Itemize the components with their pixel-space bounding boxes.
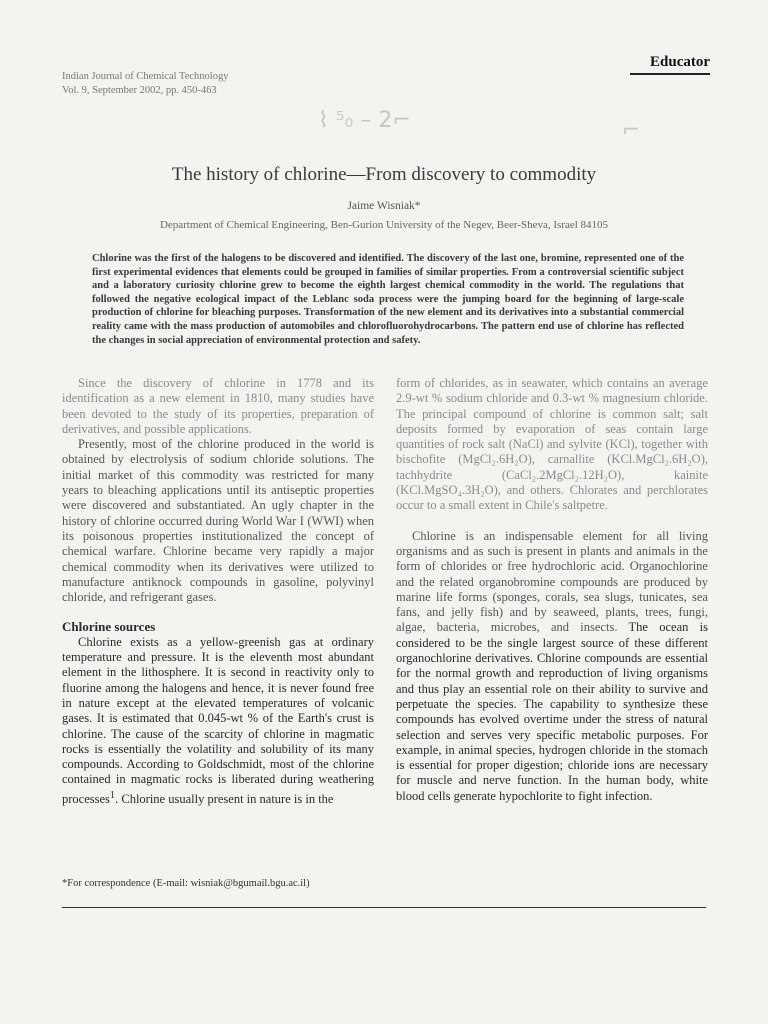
body-paragraph — [62, 635, 374, 807]
journal-citation — [62, 70, 228, 98]
journal-volume: Vol. 9, September 2002, pp. 450-463 — [62, 85, 217, 96]
author-affiliation: Department of Chemical Engineering, Ben-Gurion University of the Negev, Beer-Sheva, Israel 84105 — [159, 219, 609, 231]
body-paragraph: Presently, most of the chlorine produced in the world is obtained by electrolysis of sodium chloride solutions. The initial market of this commodity was restricted for many years to bleaching applications until its antiseptic properties were discovered and substantiated. An ugly chapter in the history of chlorine occurred during World War I (WWI) when its poisonous properties institutionalized the concept of chemical warfare. Chlorine became very rapidly a major chemical commodity when its derivatives were utilized to manufacture antiknock compounds in gasoline, polyvinyl chloride, and refrigerant gases. — [62, 437, 374, 605]
article-title: The history of chlorine—From discovery to commodity — [171, 164, 597, 185]
handwritten-mark: ⌐ — [622, 118, 641, 143]
section-heading: Chlorine sources — [62, 619, 156, 635]
body-text: . Chlorine usually present in nature is in the — [115, 791, 334, 806]
reference-marker: 1 — [109, 789, 116, 801]
body-paragraph — [396, 529, 708, 804]
body-text: The ocean is considered to be the single largest source of these different organochlorine derivatives. Chlorine compounds are essential for the normal growth and reproduction of living organisms and thus play an essential role on their ability to survive and perpetuate the species. The capability to synthesize these compounds has evolved overtime under the stress of natural selection and serves very specific metabolic purposes. For example, in animal species, hydrogen chloride in the stomach is essential for proper digestion; chloride ions are necessary for muscle and nerve function. In the human body, white blood cells generate hypochlorite to fight infection. — [396, 620, 708, 803]
bottom-rule — [62, 907, 706, 908]
body-paragraph: form of chlorides, as in seawater, which contains an average 2.9-wt % sodium chloride and 0.3-wt % magnesium chloride. The principal compound of chlorine is common salt; salt deposits formed by evaporation of seas contain large quantities of rock salt (NaCl) and sylvite (KCl), together with bischofite (MgCl₂.6H₂O), carnallite (KCl.MgCl₂.6H₂O), tachhydrite (CaCl₂.2MgCl₂.12H₂O), kainite (KCl.MgSO₄.3H₂O), and others. Chlorates and perchlorates occur to a small extent in Chile's saltpetre. — [396, 376, 708, 513]
abstract: Chlorine was the first of the halogens to be discovered and identified. The discovery of the last one, bromine, represented one of the first experimental evidences that elements could be grouped in families of similar properties. From a controversial scientific subject and a laboratory curiosity chlorine grew to become the eighth largest chemical commodity in the world. The regulations that followed the negative ecological impact of the Leblanc soda process were the jumping board for the beginning of large-scale production of chlorine for bleaching purposes. Transformation of the new element and its derivatives into a substantial commercial reality came with the mass production of automobiles and chlorofluorohydrocarbons. The pattern end use of chlorine has reflected the changes in social appreciation of environmental protection and safety. — [92, 253, 684, 346]
left-column — [62, 376, 374, 807]
section-rule — [630, 73, 710, 75]
correspondence-footnote: *For correspondence (E-mail: wisniak@bgumail.bgu.ac.il) — [62, 878, 310, 889]
body-text: Chlorine is an indispensable element for all living organisms and as such is present in plants and animals in the form of chlorides or free hydrochloric acid. Organochlorine and the related organobromine compounds are produced by marine life forms (sponges, corals, sea slugs, tunicates, sea fans, and jelly fish) and by seaweed, plants, trees, fungi, algae, bacteria, microbes, and insects. — [396, 528, 708, 635]
section-label: Educator — [650, 54, 710, 70]
author-name: Jaime Wisniak* — [347, 200, 421, 212]
journal-name: Indian Journal of Chemical Technology — [62, 71, 229, 82]
body-text: Chlorine exists as a yellow-greenish gas at ordinary temperature and pressure. It is the eleventh most abundant element in the lithosphere. It is second in reactivity only to fluorine among the halogens and hence, it is never found free in nature except at the elevated temperatures of volcanic gases. It is estimated that 0.045-wt % of the Earth's crust is chlorine. The cause of the scarcity of chlorine in magmatic rocks is essentially the volatility and solubility of its many compounds. According to Goldschmidt, most of the chlorine contained in magmatic rocks is liberated during weathering processes — [62, 634, 374, 806]
intro-paragraph: Since the discovery of chlorine in 1778 and its identification as a new element in 1810, many studies have been devoted to the study of its properties, preparation of derivatives, and possible applications. — [62, 376, 374, 436]
handwritten-mark: ⌇ ⁵₀ – 2⌐ — [318, 108, 411, 133]
right-column — [396, 376, 708, 804]
